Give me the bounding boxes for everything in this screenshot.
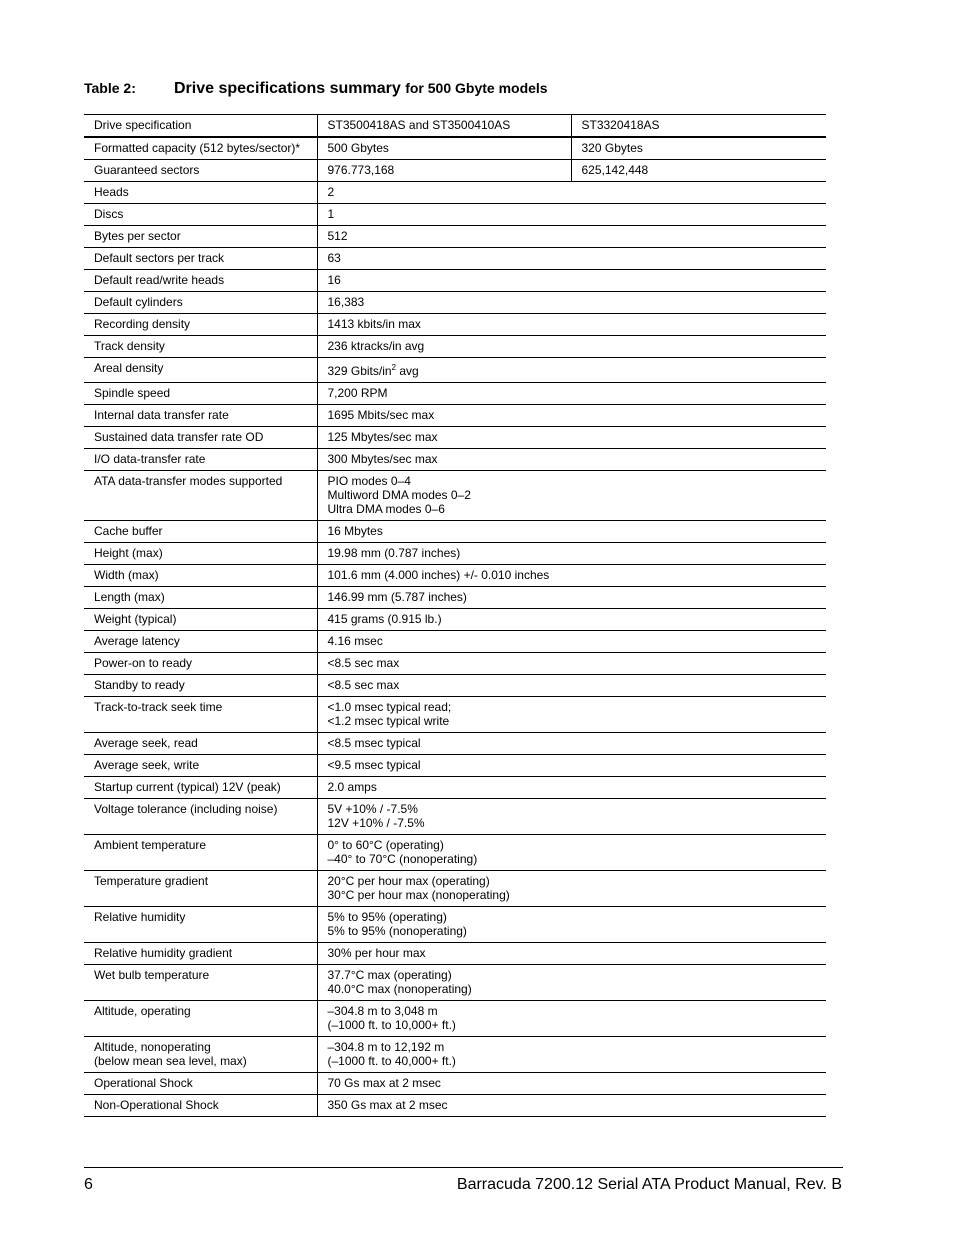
table-row [84, 543, 826, 565]
table-row [84, 383, 826, 405]
table-row [84, 1095, 826, 1117]
spec-value-cell: 30% per hour max [317, 943, 826, 965]
table-caption-label: Table 2: [84, 80, 136, 96]
spec-table [84, 114, 826, 1117]
table-row [84, 907, 826, 943]
table-row [84, 565, 826, 587]
spec-value-cell: 146.99 mm (5.787 inches) [317, 587, 826, 609]
table-row [84, 358, 826, 383]
spec-name-cell: Guaranteed sectors [84, 160, 317, 182]
page-number: 6 [84, 1176, 93, 1193]
spec-name-cell: Default cylinders [84, 292, 317, 314]
spec-name-cell: ATA data-transfer modes supported [84, 471, 317, 521]
spec-value-cell: <8.5 msec typical [317, 733, 826, 755]
spec-value-cell: 101.6 mm (4.000 inches) +/- 0.010 inches [317, 565, 826, 587]
spec-name-cell: Operational Shock [84, 1073, 317, 1095]
table-row [84, 137, 826, 160]
spec-name-cell: Track-to-track seek time [84, 697, 317, 733]
header-cell: ST3500418AS and ST3500410AS [317, 115, 571, 138]
spec-value-cell: 63 [317, 248, 826, 270]
spec-value-cell: 2 [317, 182, 826, 204]
table-row [84, 1001, 826, 1037]
spec-value-cell: 300 Mbytes/sec max [317, 449, 826, 471]
spec-value-cell: 0° to 60°C (operating) –40° to 70°C (nonoperating) [317, 835, 826, 871]
spec-value-cell: 70 Gs max at 2 msec [317, 1073, 826, 1095]
table-row [84, 609, 826, 631]
table-row [84, 160, 826, 182]
table-row [84, 755, 826, 777]
table-row [84, 427, 826, 449]
spec-name-cell: Default sectors per track [84, 248, 317, 270]
spec-value-cell: <8.5 sec max [317, 675, 826, 697]
spec-value-cell: 5% to 95% (operating) 5% to 95% (nonoperating) [317, 907, 826, 943]
spec-value-cell: 16 [317, 270, 826, 292]
header-cell: Drive specification [84, 115, 317, 138]
spec-name-cell: Default read/write heads [84, 270, 317, 292]
spec-name-cell: Heads [84, 182, 317, 204]
spec-name-cell: Spindle speed [84, 383, 317, 405]
table-row [84, 204, 826, 226]
spec-value-cell: –304.8 m to 12,192 m (–1000 ft. to 40,000+ ft.) [317, 1037, 826, 1073]
spec-name-cell: Height (max) [84, 543, 317, 565]
spec-value-text: 329 Gbits/in [327, 364, 392, 378]
footer-divider [84, 1167, 843, 1168]
table-row [84, 965, 826, 1001]
spec-name-cell: Internal data transfer rate [84, 405, 317, 427]
spec-value-cell: <9.5 msec typical [317, 755, 826, 777]
spec-value-cell: 320 Gbytes [571, 137, 826, 160]
table-row [84, 799, 826, 835]
spec-value-cell: 1695 Mbits/sec max [317, 405, 826, 427]
spec-name-cell: Weight (typical) [84, 609, 317, 631]
spec-name-cell: Wet bulb temperature [84, 965, 317, 1001]
spec-value-cell: 512 [317, 226, 826, 248]
spec-name-cell: Altitude, nonoperating (below mean sea level, max) [84, 1037, 317, 1073]
spec-value-cell: 350 Gs max at 2 msec [317, 1095, 826, 1117]
spec-value-cell: 1 [317, 204, 826, 226]
table-row [84, 697, 826, 733]
table-row [84, 777, 826, 799]
table-row [84, 471, 826, 521]
spec-value-cell: 236 ktracks/in avg [317, 336, 826, 358]
table-row [84, 587, 826, 609]
spec-value-cell: 37.7°C max (operating) 40.0°C max (nonoperating) [317, 965, 826, 1001]
spec-name-cell: Track density [84, 336, 317, 358]
spec-value-cell: 625,142,448 [571, 160, 826, 182]
spec-name-cell: Formatted capacity (512 bytes/sector)* [84, 137, 317, 160]
spec-value-cell: 415 grams (0.915 lb.) [317, 609, 826, 631]
spec-value-cell: 5V +10% / -7.5% 12V +10% / -7.5% [317, 799, 826, 835]
spec-value-cell [317, 358, 826, 383]
table-caption [84, 80, 548, 98]
spec-name-cell: Discs [84, 204, 317, 226]
spec-value-cell: 2.0 amps [317, 777, 826, 799]
spec-name-cell: Altitude, operating [84, 1001, 317, 1037]
table-row [84, 943, 826, 965]
spec-name-cell: Bytes per sector [84, 226, 317, 248]
table-row [84, 1037, 826, 1073]
spec-value-cell: 20°C per hour max (operating) 30°C per hour max (nonoperating) [317, 871, 826, 907]
spec-name-cell: Length (max) [84, 587, 317, 609]
spec-value-cell: PIO modes 0–4 Multiword DMA modes 0–2 Ultra DMA modes 0–6 [317, 471, 826, 521]
spec-value-cell: 16,383 [317, 292, 826, 314]
table-row [84, 675, 826, 697]
spec-name-cell: Relative humidity gradient [84, 943, 317, 965]
spec-name-cell: Sustained data transfer rate OD [84, 427, 317, 449]
spec-value-cell: <1.0 msec typical read; <1.2 msec typical write [317, 697, 826, 733]
table-row [84, 248, 826, 270]
table-row [84, 653, 826, 675]
table-row [84, 182, 826, 204]
table-caption-title: Drive specifications summary [174, 80, 401, 97]
table-row [84, 733, 826, 755]
spec-value-cell: 976.773,168 [317, 160, 571, 182]
spec-name-cell: Relative humidity [84, 907, 317, 943]
table-row [84, 314, 826, 336]
spec-name-cell: Startup current (typical) 12V (peak) [84, 777, 317, 799]
spec-value-suffix: avg [396, 364, 419, 378]
spec-value-cell: 4.16 msec [317, 631, 826, 653]
footer-doc-title: Barracuda 7200.12 Serial ATA Product Manual, Rev. B [456, 1176, 842, 1193]
table-row [84, 226, 826, 248]
spec-value-cell: 7,200 RPM [317, 383, 826, 405]
table-row [84, 835, 826, 871]
table-header-row [84, 115, 826, 138]
spec-name-cell: Average seek, read [84, 733, 317, 755]
spec-value-cell: 19.98 mm (0.787 inches) [317, 543, 826, 565]
spec-name-cell: Non-Operational Shock [84, 1095, 317, 1117]
spec-name-cell: Width (max) [84, 565, 317, 587]
table-row [84, 1073, 826, 1095]
spec-name-cell: Voltage tolerance (including noise) [84, 799, 317, 835]
spec-name-cell: Average seek, write [84, 755, 317, 777]
spec-name-cell: Average latency [84, 631, 317, 653]
spec-name-cell: Cache buffer [84, 521, 317, 543]
table-caption-subtitle: for 500 Gbyte models [405, 80, 548, 96]
spec-name-cell: Ambient temperature [84, 835, 317, 871]
spec-value-cell: 500 Gbytes [317, 137, 571, 160]
table-row [84, 521, 826, 543]
table-row [84, 871, 826, 907]
header-cell: ST3320418AS [571, 115, 826, 138]
table-row [84, 449, 826, 471]
table-row [84, 405, 826, 427]
spec-value-cell: –304.8 m to 3,048 m (–1000 ft. to 10,000+ ft.) [317, 1001, 826, 1037]
spec-name-cell: Power-on to ready [84, 653, 317, 675]
spec-value-cell: 1413 kbits/in max [317, 314, 826, 336]
spec-value-cell: 125 Mbytes/sec max [317, 427, 826, 449]
table-row [84, 292, 826, 314]
spec-value-cell: <8.5 sec max [317, 653, 826, 675]
table-row [84, 270, 826, 292]
spec-value-cell: 16 Mbytes [317, 521, 826, 543]
spec-name-cell: I/O data-transfer rate [84, 449, 317, 471]
spec-name-cell: Standby to ready [84, 675, 317, 697]
spec-value-superscript: 2 [391, 363, 396, 372]
table-row [84, 336, 826, 358]
table-row [84, 631, 826, 653]
spec-name-cell: Areal density [84, 358, 317, 383]
spec-name-cell: Temperature gradient [84, 871, 317, 907]
spec-name-cell: Recording density [84, 314, 317, 336]
